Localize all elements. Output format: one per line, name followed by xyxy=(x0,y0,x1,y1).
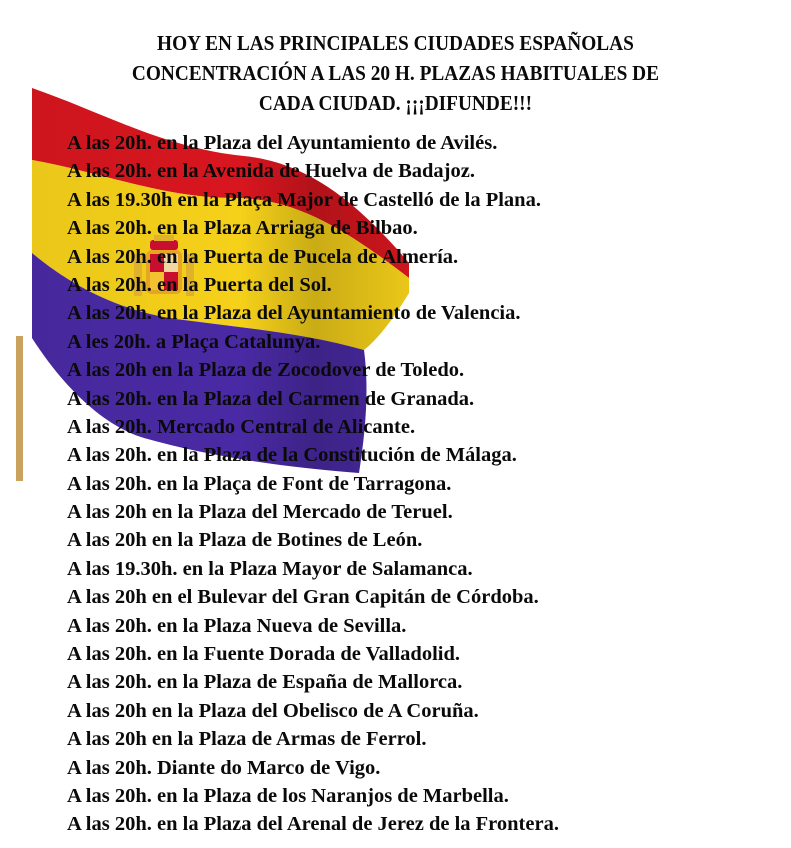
location-item: A las 20h. en la Plaza del Arenal de Jerez de la Frontera. xyxy=(67,813,559,836)
location-item: A las 20h en la Plaza del Mercado de Teruel. xyxy=(67,501,453,524)
location-item: A las 20h en la Plaza de Armas de Ferrol. xyxy=(67,728,427,751)
location-item: A las 20h. en la Avenida de Huelva de Badajoz. xyxy=(67,160,475,183)
announcement-header xyxy=(32,28,760,118)
location-item: A las 20h en la Plaza del Obelisco de A Coruña. xyxy=(67,699,479,722)
location-item: A las 20h. Diante do Marco de Vigo. xyxy=(67,756,381,779)
location-item: A las 20h. en la Plaza Nueva de Sevilla. xyxy=(67,614,407,637)
location-item: A las 20h. Mercado Central de Alicante. xyxy=(67,415,416,438)
location-item: A las 20h en el Bulevar del Gran Capitán de Córdoba. xyxy=(67,586,539,609)
flag-pole xyxy=(16,336,23,481)
location-item: A las 19.30h en la Plaça Major de Castelló de la Plana. xyxy=(67,188,541,211)
header-line: CONCENTRACIÓN A LAS 20 H. PLAZAS HABITUALES DE xyxy=(131,61,660,85)
location-item: A las 20h en la Plaza de Zocodover de Toledo. xyxy=(67,359,465,382)
location-item: A las 20h. en la Plaza Arriaga de Bilbao. xyxy=(67,217,418,240)
location-item: A las 20h. en la Plaza del Ayuntamiento de Valencia. xyxy=(67,302,521,325)
location-item: A las 20h. en la Puerta del Sol. xyxy=(67,273,332,296)
header-line: HOY EN LAS PRINCIPALES CIUDADES ESPAÑOLAS xyxy=(157,31,634,55)
location-item: A las 19.30h. en la Plaza Mayor de Salamanca. xyxy=(67,557,473,580)
location-list xyxy=(67,129,559,839)
location-item: A las 20h en la Plaza de Botines de León. xyxy=(67,529,423,552)
location-item: A las 20h. en la Plaça de Font de Tarragona. xyxy=(67,472,452,495)
location-item: A las 20h. en la Plaza de la Constitución de Málaga. xyxy=(67,444,517,467)
location-item: A las 20h. en la Plaza de los Naranjos de Marbella. xyxy=(67,784,509,807)
location-item: A las 20h. en la Fuente Dorada de Valladolid. xyxy=(67,643,460,666)
location-item: A las 20h. en la Puerta de Pucela de Almería. xyxy=(67,245,459,268)
header-line: CADA CIUDAD. ¡¡¡DIFUNDE!!! xyxy=(258,91,533,115)
location-item: A les 20h. a Plaça Catalunya. xyxy=(67,330,321,353)
location-item: A las 20h. en la Plaza del Ayuntamiento de Avilés. xyxy=(67,132,498,154)
location-item: A las 20h. en la Plaza de España de Mallorca. xyxy=(67,671,463,694)
location-item: A las 20h. en la Plaza del Carmen de Granada. xyxy=(67,387,475,410)
